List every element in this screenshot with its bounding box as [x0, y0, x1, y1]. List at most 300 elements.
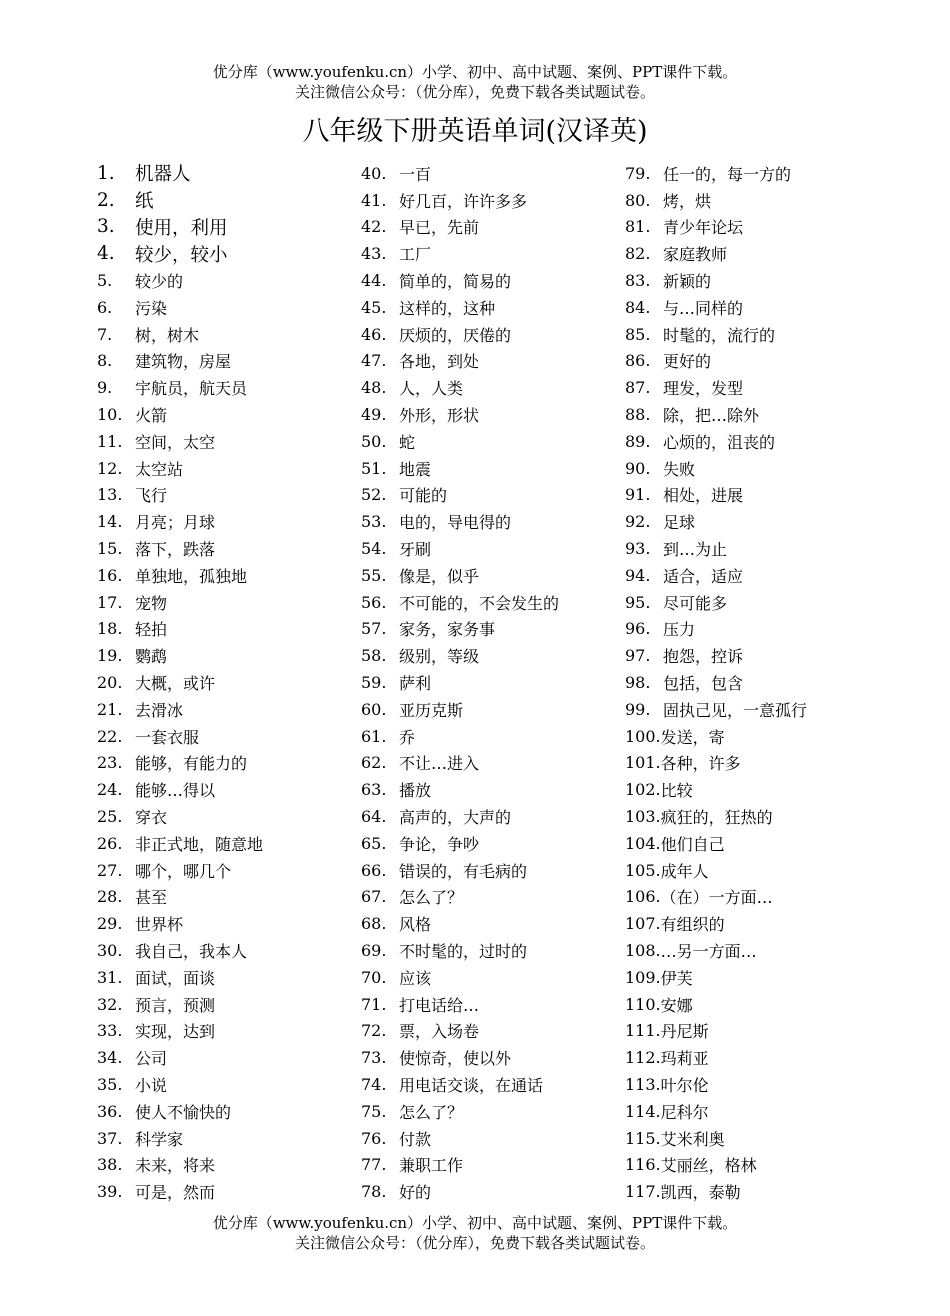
- vocab-item-text: 不可能的，不会发生的: [399, 593, 560, 613]
- vocab-item-text: 付款: [399, 1129, 432, 1149]
- vocab-item-number: 95.: [625, 592, 651, 612]
- vocab-item-number: 74.: [361, 1074, 387, 1094]
- vocab-item: [361, 964, 559, 991]
- vocab-item-text: 怎么了？: [399, 1102, 464, 1122]
- vocab-item-text: 疯狂的，狂热的: [660, 808, 773, 828]
- vocab-item: [361, 937, 559, 964]
- vocab-item-number: 23.: [97, 753, 123, 773]
- vocab-item-number: 114.: [625, 1101, 661, 1121]
- vocab-item-text: 这样的，这种: [399, 298, 496, 318]
- vocab-item: [625, 508, 807, 535]
- vocab-item-text: 宠物: [135, 593, 168, 613]
- vocab-item-text: 非正式地，随意地: [135, 834, 264, 854]
- vocab-item-text: 工厂: [399, 245, 432, 265]
- vocab-item-text: 落下，跌落: [135, 540, 216, 560]
- vocab-item: [361, 294, 559, 321]
- vocab-item: [97, 857, 263, 884]
- vocab-item: [625, 616, 807, 643]
- vocab-item-text: 牙刷: [399, 540, 432, 560]
- vocab-item: [97, 374, 263, 401]
- page-footer: [0, 1213, 950, 1253]
- vocab-item-number: 93.: [625, 539, 651, 559]
- vocab-item: [625, 214, 807, 241]
- vocab-item-number: 81.: [625, 217, 651, 237]
- vocab-item-text: 厌烦的，厌倦的: [399, 325, 512, 345]
- vocab-item: [625, 669, 807, 696]
- vocab-item: [97, 160, 263, 187]
- vocab-item-number: 31.: [97, 967, 123, 987]
- vocab-item: [625, 321, 807, 348]
- vocab-item-text: 树，树木: [135, 325, 200, 345]
- vocab-item: [361, 991, 559, 1018]
- vocab-item-text: 播放: [399, 781, 432, 801]
- vocab-item-number: 3.: [97, 216, 115, 238]
- vocab-item: [361, 535, 559, 562]
- vocab-item-number: 79.: [625, 163, 651, 183]
- vocab-item-number: 78.: [361, 1182, 387, 1202]
- page-title: 八年级下册英语单词(汉译英): [302, 116, 648, 147]
- vocab-item-number: 40.: [361, 163, 387, 183]
- vocab-item: [361, 1044, 559, 1071]
- vocab-item: [625, 857, 807, 884]
- vocab-item-text: 票，入场卷: [399, 1022, 480, 1042]
- vocab-item: [361, 374, 559, 401]
- vocab-item: [97, 401, 263, 428]
- vocab-item: [625, 910, 807, 937]
- vocab-item: [625, 723, 807, 750]
- vocab-item-number: 1.: [97, 162, 115, 184]
- vocab-item: [361, 830, 559, 857]
- vocab-item: [625, 348, 807, 375]
- vocab-item-text: 怎么了？: [399, 888, 464, 908]
- vocab-item-text: 用电话交谈，在通话: [399, 1075, 544, 1095]
- vocab-item: [97, 1044, 263, 1071]
- vocab-item-number: 47.: [361, 351, 387, 371]
- vocab-item: [625, 1151, 807, 1178]
- vocab-item-text: 可是，然而: [135, 1183, 216, 1203]
- vocab-item-number: 62.: [361, 753, 387, 773]
- vocab-item-text: 哪个，哪几个: [135, 861, 232, 881]
- vocab-item: [625, 535, 807, 562]
- vocab-item-text: 机器人: [135, 164, 191, 186]
- vocab-item-text: 除，把…除外: [663, 406, 760, 426]
- vocab-item-number: 46.: [361, 324, 387, 344]
- vocab-item-text: 空间，太空: [135, 432, 216, 452]
- vocab-item: [625, 374, 807, 401]
- vocab-item-number: 51.: [361, 458, 387, 478]
- vocab-item-text: 伊芙: [660, 968, 693, 988]
- vocab-item-number: 71.: [361, 994, 387, 1014]
- vocab-item-number: 5.: [97, 271, 113, 291]
- vocab-item-text: 包括，包含: [663, 674, 744, 694]
- footer-line-1: 优分库（www.youfenku.cn）小学、初中、高中试题、案例、PPT课件下载。: [212, 1214, 738, 1232]
- vocab-item: [625, 1018, 807, 1045]
- vocab-item-number: 10.: [97, 405, 123, 425]
- vocab-item-number: 66.: [361, 860, 387, 880]
- vocab-item-number: 103.: [625, 807, 661, 827]
- vocab-item-number: 102.: [625, 780, 661, 800]
- vocab-item-text: 一套衣服: [135, 727, 200, 747]
- vocab-item-number: 106.: [625, 887, 661, 907]
- vocab-item-text: 不时髦的，过时的: [399, 942, 528, 961]
- vocab-item-text: 电的，导电得的: [399, 513, 512, 533]
- vocab-item: [361, 589, 559, 616]
- vocab-item-number: 4.: [97, 243, 115, 265]
- vocab-item-text: 轻拍: [135, 620, 168, 640]
- vocab-item-number: 39.: [97, 1182, 123, 1202]
- vocab-item-number: 8.: [97, 351, 113, 371]
- vocab-item: [361, 803, 559, 830]
- vocab-item-text: 我自己，我本人: [135, 942, 248, 961]
- vocab-item: [625, 964, 807, 991]
- vocab-item: [625, 750, 807, 777]
- vocab-item: [97, 776, 263, 803]
- vocab-item-text: 能够，有能力的: [135, 754, 248, 774]
- vocab-item: [625, 1178, 807, 1205]
- vocab-item-number: 105.: [625, 860, 661, 880]
- vocab-item: [97, 1178, 263, 1205]
- vocab-item: [97, 1151, 263, 1178]
- vocab-item: [97, 830, 263, 857]
- vocab-item-number: 43.: [361, 244, 387, 264]
- vocab-item-number: 19.: [97, 646, 123, 666]
- header-line-2: 关注微信公众号：（优分库），免费下载各类试题试卷。: [294, 83, 655, 101]
- vocab-item-text: 较少，较小: [135, 244, 228, 266]
- vocab-item-text: 足球: [663, 513, 696, 533]
- vocab-item: [625, 1098, 807, 1125]
- vocab-item-number: 45.: [361, 297, 387, 317]
- vocab-item-text: 不让…进入: [399, 754, 480, 774]
- vocab-item-number: 55.: [361, 565, 387, 585]
- vocab-item: [97, 750, 263, 777]
- vocab-item-text: 理发，发型: [663, 379, 744, 399]
- vocab-item-text: 艾米利奥: [660, 1129, 725, 1149]
- vocab-item-text: 失败: [663, 459, 696, 479]
- vocab-item-number: 84.: [625, 297, 651, 317]
- vocab-item-number: 115.: [625, 1128, 661, 1148]
- vocab-item-number: 86.: [625, 351, 651, 371]
- vocab-item: [361, 348, 559, 375]
- vocab-item-number: 107.: [625, 914, 661, 934]
- vocab-item: [625, 1071, 807, 1098]
- vocab-item: [625, 1044, 807, 1071]
- vocab-item: [97, 589, 263, 616]
- vocab-item-text: 家庭教师: [663, 245, 728, 265]
- vocab-item-text: 各地，到处: [399, 352, 480, 372]
- vocab-item-text: 甚至: [135, 888, 168, 908]
- vocab-item-text: 错误的，有毛病的: [399, 861, 528, 881]
- vocab-item-number: 44.: [361, 271, 387, 291]
- vocab-item-text: 与…同样的: [663, 298, 744, 318]
- vocab-item-number: 20.: [97, 673, 123, 693]
- vocab-item-number: 68.: [361, 914, 387, 934]
- vocab-item-text: 污染: [135, 298, 168, 318]
- vocab-item-number: 6.: [97, 297, 113, 317]
- vocab-item: [625, 803, 807, 830]
- vocab-item-number: 82.: [625, 244, 651, 264]
- vocab-item-text: 像是，似乎: [399, 566, 480, 586]
- vocab-item-number: 110.: [625, 994, 661, 1014]
- vocab-item-number: 87.: [625, 378, 651, 398]
- vocab-item-number: 2.: [97, 189, 115, 211]
- vocab-item-text: 蛇: [399, 432, 416, 452]
- vocab-item-text: 有组织的: [660, 915, 725, 935]
- vocab-item-text: 打电话给…: [399, 995, 480, 1015]
- vocab-item-text: 比较: [660, 781, 693, 801]
- vocab-item: [97, 535, 263, 562]
- vocab-item-text: 叶尔伦: [660, 1075, 709, 1095]
- vocab-item: [97, 937, 263, 964]
- vocab-item-text: 萨利: [399, 674, 432, 694]
- vocab-item: [361, 401, 559, 428]
- vocab-item-text: 火箭: [135, 406, 168, 426]
- vocab-item: [97, 1071, 263, 1098]
- vocab-item-text: 争论，争吵: [399, 834, 480, 854]
- vocab-item-text: 使惊奇，使以外: [399, 1049, 512, 1069]
- vocab-item: [361, 696, 559, 723]
- vocab-item-text: 相处，进展: [663, 486, 744, 506]
- vocab-item-text: 尼科尔: [660, 1102, 709, 1122]
- vocab-item-number: 16.: [97, 565, 123, 585]
- vocab-item: [361, 455, 559, 482]
- vocab-item-number: 61.: [361, 726, 387, 746]
- vocab-item-number: 26.: [97, 833, 123, 853]
- vocab-item-number: 98.: [625, 673, 651, 693]
- vocab-item-text: 预言，预测: [135, 995, 216, 1015]
- vocab-item-text: 凯西，泰勒: [660, 1183, 741, 1203]
- vocab-item: [361, 884, 559, 911]
- vocab-item-text: 亚历克斯: [399, 700, 464, 720]
- vocab-item: [361, 1071, 559, 1098]
- vocab-item-number: 90.: [625, 458, 651, 478]
- vocab-item-number: 100.: [625, 726, 661, 746]
- vocab-item-text: 尽可能多: [663, 593, 728, 613]
- vocab-item: [97, 964, 263, 991]
- vocab-item: [361, 562, 559, 589]
- vocab-item: [97, 884, 263, 911]
- vocab-item-text: 月亮；月球: [135, 513, 216, 533]
- vocab-item: [97, 187, 263, 214]
- vocab-item-number: 60.: [361, 699, 387, 719]
- vocab-item-text: 级别，等级: [399, 647, 480, 667]
- vocab-item: [625, 776, 807, 803]
- vocab-item-text: 太空站: [135, 459, 184, 479]
- vocab-item: [97, 455, 263, 482]
- vocab-item: [97, 240, 263, 267]
- vocab-item-number: 75.: [361, 1101, 387, 1121]
- vocab-item: [361, 723, 559, 750]
- vocab-item-number: 70.: [361, 967, 387, 987]
- header-line-1: 优分库（www.youfenku.cn）小学、初中、高中试题、案例、PPT课件下载。: [212, 63, 738, 81]
- vocab-item-number: 41.: [361, 190, 387, 210]
- vocab-item-number: 97.: [625, 646, 651, 666]
- vocab-item: [625, 991, 807, 1018]
- vocab-item-text: 外形，形状: [399, 406, 480, 426]
- vocab-item-number: 64.: [361, 807, 387, 827]
- vocab-item-number: 111.: [625, 1021, 661, 1041]
- vocab-item-number: 109.: [625, 967, 661, 987]
- vocab-item-number: 49.: [361, 405, 387, 425]
- vocab-item-text: 丹尼斯: [660, 1022, 709, 1042]
- vocab-item-text: 压力: [663, 620, 696, 640]
- vocab-item-number: 92.: [625, 512, 651, 532]
- vocab-item-text: 飞行: [135, 486, 168, 506]
- vocab-item-number: 35.: [97, 1074, 123, 1094]
- vocab-item: [361, 187, 559, 214]
- vocab-item: [97, 991, 263, 1018]
- vocab-item-text: 面试，面谈: [135, 968, 216, 988]
- vocab-item: [361, 428, 559, 455]
- vocab-item: [97, 348, 263, 375]
- vocab-item-text: 适合，适应: [663, 566, 744, 586]
- vocab-item-number: 94.: [625, 565, 651, 585]
- vocab-item-text: 建筑物，房屋: [135, 352, 232, 372]
- vocab-item-number: 50.: [361, 431, 387, 451]
- vocab-item-number: 37.: [97, 1128, 123, 1148]
- vocab-item-number: 32.: [97, 994, 123, 1014]
- vocab-item-number: 30.: [97, 941, 123, 960]
- vocab-item: [625, 589, 807, 616]
- vocab-item-number: 53.: [361, 512, 387, 532]
- vocab-item: [361, 776, 559, 803]
- vocab-item-number: 24.: [97, 780, 123, 800]
- vocab-column-2: [361, 160, 559, 1205]
- vocab-item: [97, 669, 263, 696]
- vocab-item-text: 他们自己: [660, 834, 725, 854]
- vocab-item: [97, 428, 263, 455]
- vocab-column-3: [625, 160, 807, 1205]
- vocab-item: [361, 616, 559, 643]
- vocab-item-text: 实现，达到: [135, 1022, 216, 1042]
- vocab-item-number: 101.: [625, 753, 661, 773]
- vocab-item: [625, 884, 807, 911]
- vocab-item-number: 76.: [361, 1128, 387, 1148]
- vocab-item-text: 时髦的，流行的: [663, 325, 776, 345]
- vocab-column-1: [97, 160, 263, 1205]
- vocab-item-text: 宇航员，航天员: [135, 379, 248, 399]
- vocab-item: [625, 401, 807, 428]
- vocab-item-number: 77.: [361, 1155, 387, 1175]
- vocab-item: [625, 187, 807, 214]
- vocab-item-text: 兼职工作: [399, 1156, 464, 1176]
- vocab-item-number: 88.: [625, 405, 651, 425]
- vocab-item: [625, 160, 807, 187]
- vocab-item-text: 到…为止: [663, 540, 728, 560]
- vocab-item-number: 89.: [625, 431, 651, 451]
- vocab-item: [361, 214, 559, 241]
- vocab-item: [625, 294, 807, 321]
- vocab-item-text: 使人不愉快的: [135, 1102, 232, 1122]
- vocab-item: [97, 910, 263, 937]
- vocab-item-text: 一百: [399, 164, 432, 184]
- vocab-item-text: 更好的: [663, 352, 712, 372]
- vocab-item-number: 72.: [361, 1021, 387, 1041]
- vocab-item-text: 固执己见，一意孤行: [663, 700, 808, 720]
- vocab-item-number: 52.: [361, 485, 387, 505]
- vocab-item: [97, 482, 263, 509]
- vocab-item: [361, 160, 559, 187]
- vocab-item-number: 28.: [97, 887, 123, 907]
- vocab-item: [361, 1098, 559, 1125]
- vocab-item: [97, 723, 263, 750]
- vocab-item-text: 可能的: [399, 486, 448, 506]
- vocab-item-text: 安娜: [660, 995, 693, 1015]
- vocab-item: [361, 321, 559, 348]
- vocab-item: [97, 267, 263, 294]
- vocab-item-number: 57.: [361, 619, 387, 639]
- vocab-item-number: 21.: [97, 699, 123, 719]
- vocab-item-number: 117.: [625, 1182, 661, 1202]
- vocab-item-number: 63.: [361, 780, 387, 800]
- vocab-item: [97, 1125, 263, 1152]
- vocab-item-text: 艾丽丝，格林: [660, 1156, 757, 1176]
- vocab-item: [97, 616, 263, 643]
- vocab-item-text: 烤，烘: [663, 191, 712, 211]
- vocab-item-number: 108.: [625, 941, 661, 960]
- vocab-item: [361, 669, 559, 696]
- vocab-item-number: 14.: [97, 512, 123, 532]
- vocab-item-text: 抱怨，控诉: [663, 647, 744, 667]
- vocab-item-number: 11.: [97, 431, 123, 451]
- vocab-item-number: 59.: [361, 673, 387, 693]
- vocab-item-text: 发送，寄: [660, 727, 725, 747]
- vocab-item: [361, 1018, 559, 1045]
- vocab-item-number: 42.: [361, 217, 387, 237]
- vocab-item-text: 纸: [135, 191, 154, 213]
- vocab-item-number: 38.: [97, 1155, 123, 1175]
- vocab-item: [97, 642, 263, 669]
- vocab-item-text: 去滑冰: [135, 700, 184, 720]
- vocab-item-number: 13.: [97, 485, 123, 505]
- vocab-item-number: 36.: [97, 1101, 123, 1121]
- vocab-item-text: 小说: [135, 1075, 168, 1095]
- vocab-item-text: 穿衣: [135, 808, 168, 828]
- vocab-item-number: 7.: [97, 324, 113, 344]
- vocab-item-text: 世界杯: [135, 915, 184, 935]
- vocab-item: [97, 696, 263, 723]
- vocab-item-text: 好的: [399, 1183, 432, 1203]
- vocab-item: [625, 642, 807, 669]
- vocab-item: [625, 267, 807, 294]
- vocab-item-text: 人，人类: [399, 379, 464, 399]
- vocab-item-text: 家务，家务事: [399, 620, 496, 640]
- vocab-item-number: 18.: [97, 619, 123, 639]
- vocab-item-text: 单独地，孤独地: [135, 566, 248, 586]
- vocab-item: [97, 1018, 263, 1045]
- vocab-item-number: 12.: [97, 458, 123, 478]
- vocab-item-number: 29.: [97, 914, 123, 934]
- vocab-item-number: 65.: [361, 833, 387, 853]
- vocab-item-number: 34.: [97, 1048, 123, 1068]
- footer-line-2: 关注微信公众号：（优分库），免费下载各类试题试卷。: [294, 1234, 655, 1252]
- vocab-item-number: 15.: [97, 539, 123, 559]
- vocab-item-number: 58.: [361, 646, 387, 666]
- vocab-item-number: 112.: [625, 1048, 661, 1068]
- vocab-item: [625, 482, 807, 509]
- vocab-item-number: 104.: [625, 833, 661, 853]
- vocab-item: [361, 508, 559, 535]
- vocab-item-number: 85.: [625, 324, 651, 344]
- vocab-item: [625, 240, 807, 267]
- vocab-item-text: 应该: [399, 968, 432, 988]
- vocab-item: [97, 803, 263, 830]
- vocab-item: [361, 240, 559, 267]
- vocab-item-text: 使用，利用: [135, 217, 228, 239]
- vocab-item-text: 地震: [399, 459, 432, 479]
- vocab-item-text: 大概，或许: [135, 674, 216, 694]
- vocab-item-text: 高声的，大声的: [399, 808, 512, 828]
- vocab-item-text: 各种，许多: [660, 754, 741, 774]
